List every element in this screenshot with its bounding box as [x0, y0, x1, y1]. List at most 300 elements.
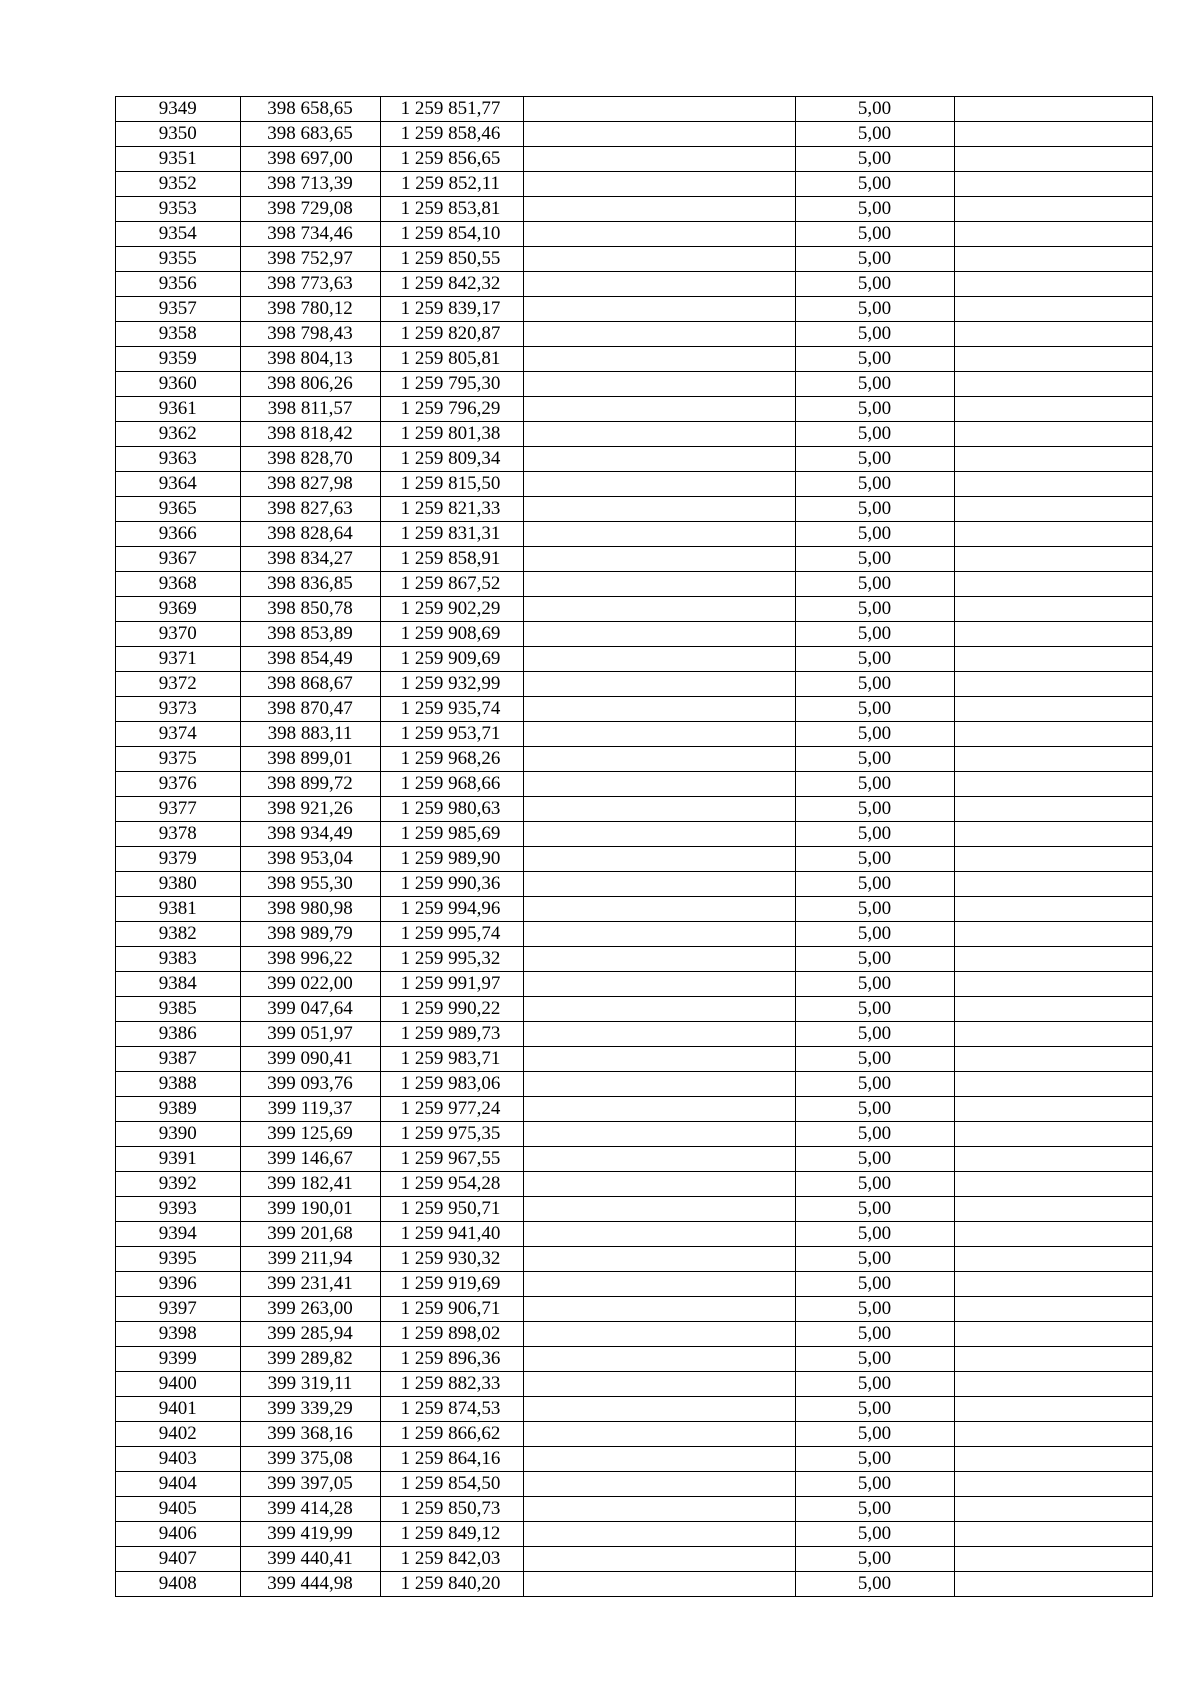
value-cell: 5,00 — [795, 272, 954, 297]
y-coordinate-cell: 1 259 858,46 — [380, 122, 523, 147]
table-row — [116, 897, 1152, 922]
point-number-cell: 9406 — [116, 1522, 240, 1547]
blank-cell — [954, 1222, 1152, 1247]
table-row — [116, 847, 1152, 872]
x-coordinate-cell: 399 419,99 — [240, 1522, 380, 1547]
value-cell: 5,00 — [795, 1147, 954, 1172]
table-row — [116, 1197, 1152, 1222]
blank-cell — [954, 672, 1152, 697]
x-coordinate-cell: 398 828,70 — [240, 447, 380, 472]
point-number-cell: 9350 — [116, 122, 240, 147]
point-number-cell: 9370 — [116, 622, 240, 647]
point-number-cell: 9384 — [116, 972, 240, 997]
value-cell: 5,00 — [795, 172, 954, 197]
point-number-cell: 9376 — [116, 772, 240, 797]
point-number-cell: 9371 — [116, 647, 240, 672]
y-coordinate-cell: 1 259 842,32 — [380, 272, 523, 297]
value-cell: 5,00 — [795, 1572, 954, 1597]
table-row — [116, 622, 1152, 647]
value-cell: 5,00 — [795, 947, 954, 972]
blank-cell — [954, 747, 1152, 772]
point-number-cell: 9394 — [116, 1222, 240, 1247]
table-row — [116, 272, 1152, 297]
blank-cell — [954, 547, 1152, 572]
x-coordinate-cell: 398 827,63 — [240, 497, 380, 522]
table-row — [116, 472, 1152, 497]
blank-cell — [523, 1472, 795, 1497]
value-cell: 5,00 — [795, 597, 954, 622]
x-coordinate-cell: 399 146,67 — [240, 1147, 380, 1172]
blank-cell — [523, 197, 795, 222]
blank-cell — [523, 897, 795, 922]
y-coordinate-cell: 1 259 919,69 — [380, 1272, 523, 1297]
blank-cell — [954, 872, 1152, 897]
x-coordinate-cell: 399 090,41 — [240, 1047, 380, 1072]
blank-cell — [954, 122, 1152, 147]
blank-cell — [954, 1322, 1152, 1347]
x-coordinate-cell: 399 414,28 — [240, 1497, 380, 1522]
x-coordinate-cell: 399 285,94 — [240, 1322, 380, 1347]
blank-cell — [954, 1047, 1152, 1072]
blank-cell — [954, 697, 1152, 722]
y-coordinate-cell: 1 259 967,55 — [380, 1147, 523, 1172]
blank-cell — [523, 1122, 795, 1147]
y-coordinate-cell: 1 259 882,33 — [380, 1372, 523, 1397]
x-coordinate-cell: 399 119,37 — [240, 1097, 380, 1122]
y-coordinate-cell: 1 259 909,69 — [380, 647, 523, 672]
blank-cell — [954, 497, 1152, 522]
blank-cell — [954, 1247, 1152, 1272]
blank-cell — [523, 947, 795, 972]
point-number-cell: 9380 — [116, 872, 240, 897]
point-number-cell: 9385 — [116, 997, 240, 1022]
y-coordinate-cell: 1 259 950,71 — [380, 1197, 523, 1222]
blank-cell — [954, 247, 1152, 272]
blank-cell — [954, 1422, 1152, 1447]
blank-cell — [523, 1297, 795, 1322]
x-coordinate-cell: 398 818,42 — [240, 422, 380, 447]
value-cell: 5,00 — [795, 1372, 954, 1397]
blank-cell — [954, 272, 1152, 297]
blank-cell — [954, 397, 1152, 422]
value-cell: 5,00 — [795, 822, 954, 847]
x-coordinate-cell: 399 339,29 — [240, 1397, 380, 1422]
coordinates-table — [116, 97, 1152, 1597]
point-number-cell: 9377 — [116, 797, 240, 822]
y-coordinate-cell: 1 259 840,20 — [380, 1572, 523, 1597]
blank-cell — [954, 347, 1152, 372]
value-cell: 5,00 — [795, 197, 954, 222]
table-row — [116, 1072, 1152, 1097]
blank-cell — [954, 722, 1152, 747]
blank-cell — [523, 1347, 795, 1372]
point-number-cell: 9359 — [116, 347, 240, 372]
blank-cell — [523, 422, 795, 447]
table-row — [116, 147, 1152, 172]
x-coordinate-cell: 398 980,98 — [240, 897, 380, 922]
table-row — [116, 972, 1152, 997]
y-coordinate-cell: 1 259 994,96 — [380, 897, 523, 922]
table-row — [116, 572, 1152, 597]
blank-cell — [954, 622, 1152, 647]
blank-cell — [954, 1072, 1152, 1097]
x-coordinate-cell: 398 899,01 — [240, 747, 380, 772]
blank-cell — [523, 622, 795, 647]
x-coordinate-cell: 398 834,27 — [240, 547, 380, 572]
x-coordinate-cell: 399 022,00 — [240, 972, 380, 997]
x-coordinate-cell: 398 996,22 — [240, 947, 380, 972]
value-cell: 5,00 — [795, 1447, 954, 1472]
table-row — [116, 922, 1152, 947]
point-number-cell: 9392 — [116, 1172, 240, 1197]
table-row — [116, 172, 1152, 197]
blank-cell — [954, 797, 1152, 822]
blank-cell — [954, 922, 1152, 947]
value-cell: 5,00 — [795, 322, 954, 347]
table-row — [116, 1522, 1152, 1547]
value-cell: 5,00 — [795, 897, 954, 922]
x-coordinate-cell: 398 780,12 — [240, 297, 380, 322]
y-coordinate-cell: 1 259 968,26 — [380, 747, 523, 772]
point-number-cell: 9351 — [116, 147, 240, 172]
table-row — [116, 297, 1152, 322]
table-row — [116, 1422, 1152, 1447]
y-coordinate-cell: 1 259 866,62 — [380, 1422, 523, 1447]
x-coordinate-cell: 399 201,68 — [240, 1222, 380, 1247]
table-row — [116, 222, 1152, 247]
y-coordinate-cell: 1 259 815,50 — [380, 472, 523, 497]
y-coordinate-cell: 1 259 853,81 — [380, 197, 523, 222]
blank-cell — [954, 1447, 1152, 1472]
value-cell: 5,00 — [795, 847, 954, 872]
y-coordinate-cell: 1 259 983,71 — [380, 1047, 523, 1072]
y-coordinate-cell: 1 259 851,77 — [380, 97, 523, 122]
table-row — [116, 1122, 1152, 1147]
y-coordinate-cell: 1 259 867,52 — [380, 572, 523, 597]
point-number-cell: 9355 — [116, 247, 240, 272]
y-coordinate-cell: 1 259 991,97 — [380, 972, 523, 997]
table-row — [116, 422, 1152, 447]
table-row — [116, 447, 1152, 472]
y-coordinate-cell: 1 259 839,17 — [380, 297, 523, 322]
blank-cell — [954, 97, 1152, 122]
value-cell: 5,00 — [795, 1222, 954, 1247]
x-coordinate-cell: 398 683,65 — [240, 122, 380, 147]
point-number-cell: 9379 — [116, 847, 240, 872]
y-coordinate-cell: 1 259 898,02 — [380, 1322, 523, 1347]
coordinates-table-page — [115, 96, 1153, 1597]
value-cell: 5,00 — [795, 1522, 954, 1547]
blank-cell — [523, 1522, 795, 1547]
table-row — [116, 1022, 1152, 1047]
blank-cell — [954, 572, 1152, 597]
point-number-cell: 9403 — [116, 1447, 240, 1472]
table-row — [116, 1447, 1152, 1472]
point-number-cell: 9349 — [116, 97, 240, 122]
point-number-cell: 9405 — [116, 1497, 240, 1522]
x-coordinate-cell: 399 182,41 — [240, 1172, 380, 1197]
value-cell: 5,00 — [795, 747, 954, 772]
blank-cell — [954, 1547, 1152, 1572]
blank-cell — [523, 1397, 795, 1422]
value-cell: 5,00 — [795, 1397, 954, 1422]
point-number-cell: 9407 — [116, 1547, 240, 1572]
table-row — [116, 1397, 1152, 1422]
blank-cell — [523, 972, 795, 997]
table-row — [116, 1172, 1152, 1197]
value-cell: 5,00 — [795, 772, 954, 797]
y-coordinate-cell: 1 259 985,69 — [380, 822, 523, 847]
blank-cell — [523, 1372, 795, 1397]
table-row — [116, 1572, 1152, 1597]
x-coordinate-cell: 399 397,05 — [240, 1472, 380, 1497]
value-cell: 5,00 — [795, 1497, 954, 1522]
table-row — [116, 722, 1152, 747]
y-coordinate-cell: 1 259 977,24 — [380, 1097, 523, 1122]
coordinates-table-body — [116, 97, 1152, 1597]
value-cell: 5,00 — [795, 547, 954, 572]
y-coordinate-cell: 1 259 990,22 — [380, 997, 523, 1022]
table-row — [116, 522, 1152, 547]
blank-cell — [523, 222, 795, 247]
table-row — [116, 747, 1152, 772]
blank-cell — [954, 1097, 1152, 1122]
value-cell: 5,00 — [795, 372, 954, 397]
x-coordinate-cell: 399 319,11 — [240, 1372, 380, 1397]
blank-cell — [523, 547, 795, 572]
value-cell: 5,00 — [795, 997, 954, 1022]
blank-cell — [523, 1072, 795, 1097]
y-coordinate-cell: 1 259 989,73 — [380, 1022, 523, 1047]
x-coordinate-cell: 399 263,00 — [240, 1297, 380, 1322]
table-row — [116, 122, 1152, 147]
y-coordinate-cell: 1 259 801,38 — [380, 422, 523, 447]
y-coordinate-cell: 1 259 932,99 — [380, 672, 523, 697]
x-coordinate-cell: 398 899,72 — [240, 772, 380, 797]
table-row — [116, 597, 1152, 622]
value-cell: 5,00 — [795, 497, 954, 522]
blank-cell — [954, 1172, 1152, 1197]
blank-cell — [954, 222, 1152, 247]
blank-cell — [954, 522, 1152, 547]
blank-cell — [523, 1447, 795, 1472]
point-number-cell: 9386 — [116, 1022, 240, 1047]
blank-cell — [523, 697, 795, 722]
point-number-cell: 9369 — [116, 597, 240, 622]
point-number-cell: 9399 — [116, 1347, 240, 1372]
table-row — [116, 697, 1152, 722]
y-coordinate-cell: 1 259 854,50 — [380, 1472, 523, 1497]
point-number-cell: 9354 — [116, 222, 240, 247]
y-coordinate-cell: 1 259 842,03 — [380, 1547, 523, 1572]
y-coordinate-cell: 1 259 831,31 — [380, 522, 523, 547]
blank-cell — [523, 172, 795, 197]
blank-cell — [523, 1247, 795, 1272]
table-row — [116, 1472, 1152, 1497]
table-row — [116, 797, 1152, 822]
table-row — [116, 1347, 1152, 1372]
y-coordinate-cell: 1 259 935,74 — [380, 697, 523, 722]
y-coordinate-cell: 1 259 995,32 — [380, 947, 523, 972]
blank-cell — [954, 1297, 1152, 1322]
blank-cell — [523, 672, 795, 697]
x-coordinate-cell: 399 125,69 — [240, 1122, 380, 1147]
y-coordinate-cell: 1 259 983,06 — [380, 1072, 523, 1097]
blank-cell — [523, 447, 795, 472]
value-cell: 5,00 — [795, 522, 954, 547]
table-row — [116, 1222, 1152, 1247]
point-number-cell: 9388 — [116, 1072, 240, 1097]
table-row — [116, 872, 1152, 897]
value-cell: 5,00 — [795, 1097, 954, 1122]
value-cell: 5,00 — [795, 1422, 954, 1447]
y-coordinate-cell: 1 259 864,16 — [380, 1447, 523, 1472]
blank-cell — [523, 347, 795, 372]
point-number-cell: 9398 — [116, 1322, 240, 1347]
blank-cell — [954, 197, 1152, 222]
table-row — [116, 247, 1152, 272]
x-coordinate-cell: 398 836,85 — [240, 572, 380, 597]
point-number-cell: 9352 — [116, 172, 240, 197]
blank-cell — [523, 147, 795, 172]
point-number-cell: 9391 — [116, 1147, 240, 1172]
y-coordinate-cell: 1 259 852,11 — [380, 172, 523, 197]
table-row — [116, 772, 1152, 797]
y-coordinate-cell: 1 259 930,32 — [380, 1247, 523, 1272]
y-coordinate-cell: 1 259 874,53 — [380, 1397, 523, 1422]
blank-cell — [523, 997, 795, 1022]
value-cell: 5,00 — [795, 147, 954, 172]
point-number-cell: 9381 — [116, 897, 240, 922]
point-number-cell: 9368 — [116, 572, 240, 597]
x-coordinate-cell: 398 752,97 — [240, 247, 380, 272]
blank-cell — [954, 422, 1152, 447]
value-cell: 5,00 — [795, 1347, 954, 1372]
point-number-cell: 9373 — [116, 697, 240, 722]
x-coordinate-cell: 399 231,41 — [240, 1272, 380, 1297]
point-number-cell: 9374 — [116, 722, 240, 747]
blank-cell — [523, 247, 795, 272]
table-row — [116, 1372, 1152, 1397]
blank-cell — [523, 97, 795, 122]
y-coordinate-cell: 1 259 954,28 — [380, 1172, 523, 1197]
y-coordinate-cell: 1 259 854,10 — [380, 222, 523, 247]
value-cell: 5,00 — [795, 1047, 954, 1072]
blank-cell — [523, 597, 795, 622]
table-row — [116, 322, 1152, 347]
value-cell: 5,00 — [795, 872, 954, 897]
x-coordinate-cell: 398 798,43 — [240, 322, 380, 347]
value-cell: 5,00 — [795, 1247, 954, 1272]
x-coordinate-cell: 398 806,26 — [240, 372, 380, 397]
table-row — [116, 672, 1152, 697]
blank-cell — [954, 647, 1152, 672]
y-coordinate-cell: 1 259 968,66 — [380, 772, 523, 797]
value-cell: 5,00 — [795, 472, 954, 497]
value-cell: 5,00 — [795, 222, 954, 247]
blank-cell — [523, 1272, 795, 1297]
blank-cell — [954, 447, 1152, 472]
y-coordinate-cell: 1 259 795,30 — [380, 372, 523, 397]
table-row — [116, 1272, 1152, 1297]
blank-cell — [954, 472, 1152, 497]
x-coordinate-cell: 398 850,78 — [240, 597, 380, 622]
table-row — [116, 947, 1152, 972]
point-number-cell: 9395 — [116, 1247, 240, 1272]
blank-cell — [954, 1347, 1152, 1372]
x-coordinate-cell: 399 190,01 — [240, 1197, 380, 1222]
blank-cell — [954, 1372, 1152, 1397]
blank-cell — [954, 1147, 1152, 1172]
blank-cell — [523, 572, 795, 597]
point-number-cell: 9383 — [116, 947, 240, 972]
point-number-cell: 9393 — [116, 1197, 240, 1222]
blank-cell — [954, 1572, 1152, 1597]
point-number-cell: 9401 — [116, 1397, 240, 1422]
table-row — [116, 347, 1152, 372]
blank-cell — [523, 872, 795, 897]
blank-cell — [523, 1422, 795, 1447]
x-coordinate-cell: 398 883,11 — [240, 722, 380, 747]
table-row — [116, 1047, 1152, 1072]
point-number-cell: 9382 — [116, 922, 240, 947]
point-number-cell: 9408 — [116, 1572, 240, 1597]
blank-cell — [523, 397, 795, 422]
blank-cell — [954, 997, 1152, 1022]
blank-cell — [523, 1097, 795, 1122]
value-cell: 5,00 — [795, 347, 954, 372]
blank-cell — [523, 472, 795, 497]
y-coordinate-cell: 1 259 820,87 — [380, 322, 523, 347]
blank-cell — [523, 747, 795, 772]
point-number-cell: 9390 — [116, 1122, 240, 1147]
blank-cell — [954, 772, 1152, 797]
y-coordinate-cell: 1 259 953,71 — [380, 722, 523, 747]
point-number-cell: 9387 — [116, 1047, 240, 1072]
blank-cell — [523, 1197, 795, 1222]
y-coordinate-cell: 1 259 989,90 — [380, 847, 523, 872]
x-coordinate-cell: 398 854,49 — [240, 647, 380, 672]
blank-cell — [523, 1222, 795, 1247]
blank-cell — [954, 172, 1152, 197]
point-number-cell: 9357 — [116, 297, 240, 322]
x-coordinate-cell: 399 444,98 — [240, 1572, 380, 1597]
value-cell: 5,00 — [795, 97, 954, 122]
value-cell: 5,00 — [795, 572, 954, 597]
point-number-cell: 9375 — [116, 747, 240, 772]
value-cell: 5,00 — [795, 397, 954, 422]
y-coordinate-cell: 1 259 858,91 — [380, 547, 523, 572]
blank-cell — [954, 822, 1152, 847]
blank-cell — [954, 597, 1152, 622]
point-number-cell: 9372 — [116, 672, 240, 697]
point-number-cell: 9366 — [116, 522, 240, 547]
x-coordinate-cell: 398 804,13 — [240, 347, 380, 372]
blank-cell — [523, 522, 795, 547]
point-number-cell: 9365 — [116, 497, 240, 522]
value-cell: 5,00 — [795, 1272, 954, 1297]
x-coordinate-cell: 398 697,00 — [240, 147, 380, 172]
point-number-cell: 9402 — [116, 1422, 240, 1447]
x-coordinate-cell: 399 368,16 — [240, 1422, 380, 1447]
x-coordinate-cell: 398 921,26 — [240, 797, 380, 822]
y-coordinate-cell: 1 259 821,33 — [380, 497, 523, 522]
x-coordinate-cell: 399 440,41 — [240, 1547, 380, 1572]
blank-cell — [954, 972, 1152, 997]
x-coordinate-cell: 398 828,64 — [240, 522, 380, 547]
y-coordinate-cell: 1 259 849,12 — [380, 1522, 523, 1547]
y-coordinate-cell: 1 259 980,63 — [380, 797, 523, 822]
